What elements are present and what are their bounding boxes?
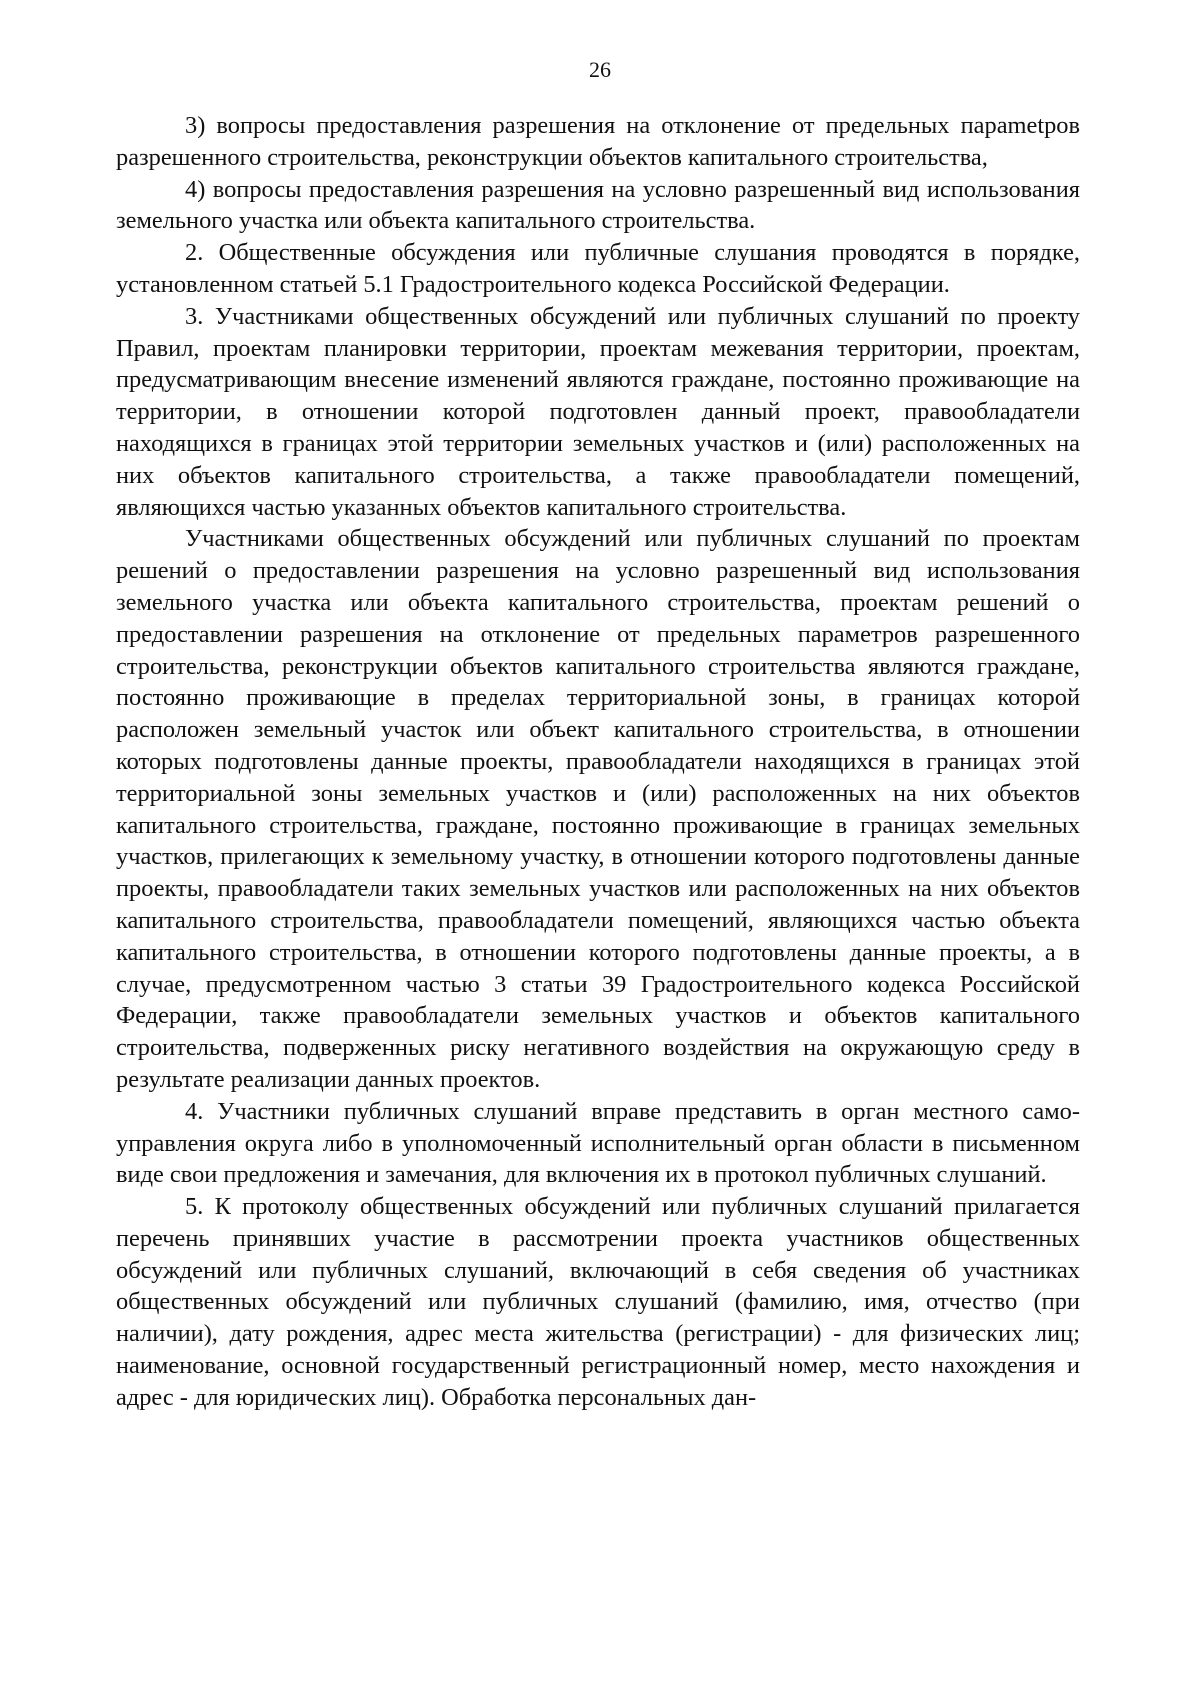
document-body — [116, 110, 1080, 1414]
paragraph-item-3: 3) вопросы предоставления разрешения на отклонение от предельных параmetров разрешенного строительства, реконструкции объектов капитального строительства, — [116, 112, 1080, 171]
paragraph-5: 5. К протоколу общественных обсуждений или публичных слушаний прилагается перечень принявших участие в рассмотрении проекта участников общественных обсуждений или публичных слушаний, включающий в себя сведения об участниках общественных обсуждений или публичных слушаний (фамилию, имя, отчество (при наличии), дату рождения, адрес места жительства (регистрации) - для физических лиц; наименование, основной государственный регистрационный номер, место нахождения и адрес - для юридических лиц). Обработка персональных дан- — [116, 1193, 1080, 1411]
paragraph-2: 2. Общественные обсуждения или публичные слушания проводятся в порядке, установленном статьей 5.1 Градостроительного кодекса Российской Федерации. — [116, 239, 1080, 298]
paragraph-3-continued: Участниками общественных обсуждений или публичных слушаний по проектам решений о предоставлении разрешения на условно разрешенный вид использования земельного участка или объекта капитального строительства, проектам решений о предоставлении разрешения на отклонение от предельных параметров разрешенного строительства, реконструкции объектов капитального строительства являются граждане, постоянно проживающие в пределах территориальной зоны, в границах которой расположен земельный участок или объект капитального строительства, в отношении которых подготовлены данные проекты, правообладатели находящихся в границах этой территориальной зоны земельных участков и (или) расположенных на них объектов капитального строительства, граждане, постоянно проживающие в границах земельных участков, прилегающих к земельному участку, в отношении которого подготовлены данные проекты, правообладатели таких земельных участков или расположенных на них объектов капитального строительства, правообладатели помещений, являющихся частью объекта капитального строительства, в отношении которого подготовлены данные проекты, а в случае, предусмотренном частью 3 статьи 39 Градостроительного кодекса Российской Федерации, также правообладатели земельных участков и объектов капитального строительства, подверженных риску негативного воздействия на окружающую среду в результате реализации данных проектов. — [116, 525, 1080, 1093]
paragraph-4: 4. Участники публичных слушаний вправе представить в орган местного самоуправления округа либо в уполномоченный исполнительный орган области в письменном виде свои предложения и замечания, для включения их в протокол публичных слушаний. — [116, 1097, 1080, 1189]
page-number: 26 — [589, 57, 611, 82]
paragraph-item-4: 4) вопросы предоставления разрешения на условно разрешенный вид использования земельного участка или объекта капитального строительства. — [116, 175, 1080, 235]
paragraph-3: 3. Участниками общественных обсуждений или публичных слушаний по проекту Правил, проектам планировки территории, проектам межевания территории, проектам, предусматривающим внесение изменений являются граждане, постоянно проживающие на территории, в отношении которой подготовлен данный проект, правообладатели находящихся в границах этой территории земельных участков и (или) расположенных на них объектов капитального строительства, а также правообладатели помещений, являющихся частью указанных объектов капитального строительства. — [116, 302, 1080, 521]
